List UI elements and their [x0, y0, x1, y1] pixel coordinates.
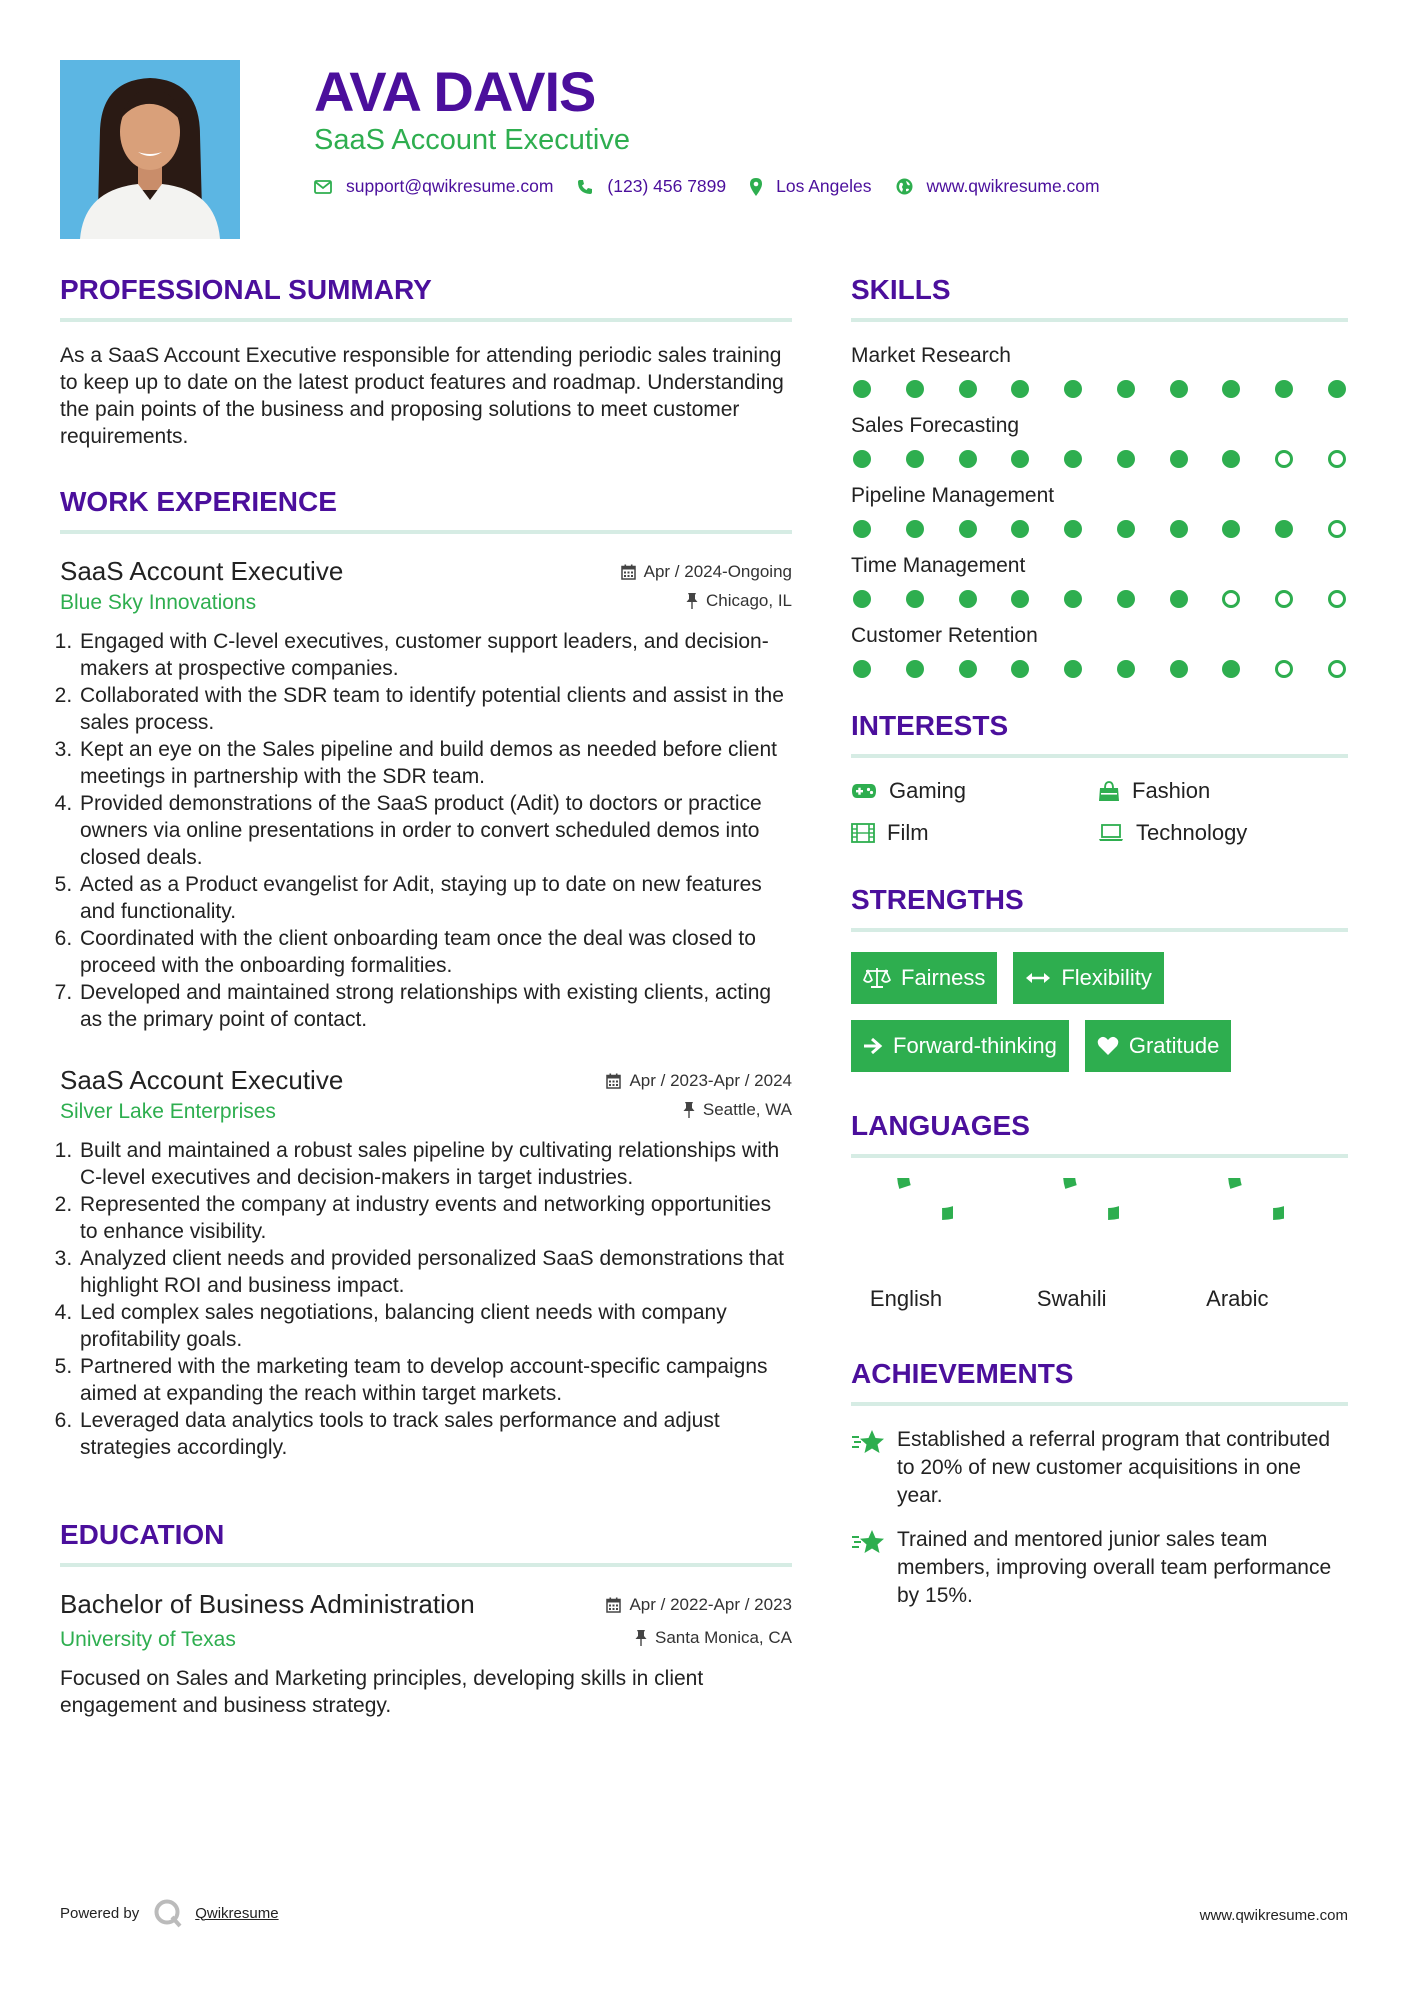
education-section	[60, 1517, 792, 1719]
skills-list	[851, 342, 1348, 678]
rating-dot-filled	[959, 660, 977, 678]
strength-label: Forward-thinking	[893, 1033, 1057, 1058]
rating-dot-filled	[853, 590, 871, 608]
duty-list	[60, 628, 792, 1033]
right-column	[851, 272, 1348, 1626]
rating-dot-filled	[959, 450, 977, 468]
rating-dot-filled	[959, 520, 977, 538]
duty-item: 3. Analyzed client needs and provided personalized SaaS demonstrations that highlight ROI and business impact.	[78, 1245, 792, 1299]
job-entry	[60, 1063, 792, 1461]
duty-item: 4. Led complex sales negotiations, balancing client needs with company profitability goals.	[78, 1299, 792, 1353]
star-icon	[851, 1528, 885, 1556]
languages-list	[851, 1178, 1348, 1312]
location-text: Los Angeles	[776, 176, 872, 196]
rating-dot-filled	[1170, 380, 1188, 398]
education-location	[635, 1628, 792, 1648]
rating-dot-empty	[1222, 590, 1240, 608]
rating-dot-empty	[1328, 450, 1346, 468]
rating-dot-filled	[1275, 380, 1293, 398]
summary-section	[60, 272, 792, 450]
skill-item	[851, 412, 1348, 468]
education-location-text: Santa Monica, CA	[654, 1628, 792, 1647]
balance-scale-icon	[863, 967, 891, 989]
skill-item	[851, 342, 1348, 398]
candidate-title: SaaS Account Executive	[314, 124, 630, 156]
languages-heading: LANGUAGES	[851, 1108, 1348, 1158]
rating-dot-filled	[1170, 520, 1188, 538]
rating-dot-empty	[1328, 520, 1346, 538]
heart-icon	[1097, 1036, 1119, 1056]
rating-dot-filled	[906, 380, 924, 398]
contact-location	[750, 176, 871, 197]
rating-dot-filled	[853, 450, 871, 468]
skill-rating	[851, 380, 1348, 398]
left-column	[60, 272, 792, 1719]
contact-bar	[314, 176, 1100, 197]
envelope-icon	[314, 180, 332, 194]
star-icon	[851, 1428, 885, 1456]
contact-phone[interactable]	[577, 176, 726, 197]
achievement-item	[851, 1426, 1348, 1510]
duty-item: 6. Leveraged data analytics tools to track sales performance and adjust strategies accordingly.	[78, 1407, 792, 1461]
rating-dot-filled	[1117, 590, 1135, 608]
languages-section	[851, 1108, 1348, 1312]
duty-item: 5. Acted as a Product evangelist for Adit, staying up to date on new features and functionality.	[78, 871, 792, 925]
calendar-icon	[621, 564, 636, 580]
skill-name: Customer Retention	[851, 624, 1038, 647]
rating-dot-filled	[1064, 380, 1082, 398]
interests-section	[851, 708, 1348, 846]
summary-text: As a SaaS Account Executive responsible for attending periodic sales training to keep up to date on the latest product features and roadmap. Understanding the pain points of the business and proposing solutions to meet customer requirements.	[60, 344, 784, 448]
rating-dot-filled	[1222, 450, 1240, 468]
pushpin-icon	[686, 593, 698, 609]
footer-website[interactable]: www.qwikresume.com	[1199, 1907, 1348, 1924]
strength-badge-forward-thinking	[851, 1020, 1069, 1072]
skill-item	[851, 482, 1348, 538]
company-name: Blue Sky Innovations	[60, 591, 257, 614]
rating-dot-empty	[1328, 660, 1346, 678]
duty-item: 1. Built and maintained a robust sales pipeline by cultivating relationships with C-level executives and decision-makers in target industries.	[78, 1137, 792, 1191]
school-name: University of Texas	[60, 1628, 236, 1651]
interest-label: Technology	[1136, 820, 1248, 845]
job-title: SaaS Account Executive	[60, 1065, 344, 1095]
achievement-text: Established a referral program that contributed to 20% of new customer acquisitions in one year.	[897, 1428, 1331, 1507]
experience-section	[60, 484, 792, 1461]
language-name: Swahili	[1036, 1286, 1107, 1311]
company-name: Silver Lake Enterprises	[60, 1100, 276, 1123]
education-description: Focused on Sales and Marketing principles, developing skills in client engagement and business strategy.	[60, 1667, 704, 1717]
arrows-horizontal-icon	[1025, 971, 1051, 985]
rating-dot-filled	[906, 520, 924, 538]
rating-dot-filled	[853, 660, 871, 678]
language-proficiency-ring	[857, 1178, 953, 1274]
language-arc	[903, 1178, 953, 1214]
rating-dot-filled	[1117, 660, 1135, 678]
rating-dot-filled	[853, 520, 871, 538]
skill-rating	[851, 590, 1348, 608]
skill-rating	[851, 450, 1348, 468]
globe-icon	[896, 178, 913, 195]
rating-dot-filled	[1011, 380, 1029, 398]
achievements-heading: ACHIEVEMENTS	[851, 1356, 1348, 1406]
rating-dot-empty	[1275, 590, 1293, 608]
rating-dot-filled	[1275, 520, 1293, 538]
duty-item: 5. Partnered with the marketing team to develop account-specific campaigns aimed at expanding the reach within target markets.	[78, 1353, 792, 1407]
rating-dot-filled	[1170, 590, 1188, 608]
rating-dot-filled	[1222, 660, 1240, 678]
footer-powered-by	[60, 1898, 279, 1928]
job-location	[683, 1100, 792, 1120]
duty-list	[60, 1137, 792, 1461]
education-dates-text: Apr / 2022-Apr / 2023	[629, 1595, 792, 1614]
skill-rating	[851, 660, 1348, 678]
job-dates-text: Apr / 2023-Apr / 2024	[629, 1071, 792, 1090]
interest-gaming	[851, 778, 1098, 804]
interest-label: Film	[887, 820, 929, 845]
rating-dot-filled	[1011, 520, 1029, 538]
education-dates	[606, 1595, 792, 1615]
skill-name: Pipeline Management	[851, 484, 1055, 507]
skills-heading: SKILLS	[851, 272, 1348, 322]
language-item	[1182, 1178, 1348, 1312]
rating-dot-filled	[906, 450, 924, 468]
duty-item: 1. Engaged with C-level executives, customer support leaders, and decision-makers at prospective companies.	[78, 628, 792, 682]
film-icon	[851, 823, 875, 843]
rating-dot-filled	[906, 660, 924, 678]
language-proficiency-ring	[1023, 1178, 1119, 1274]
language-name: English	[869, 1286, 943, 1311]
rating-dot-filled	[1064, 660, 1082, 678]
rating-dot-filled	[1170, 660, 1188, 678]
interests-heading: INTERESTS	[851, 708, 1348, 758]
candidate-name: AVA DAVIS	[314, 60, 596, 123]
contact-email[interactable]	[314, 176, 553, 197]
rating-dot-filled	[1064, 450, 1082, 468]
email-text: support@qwikresume.com	[346, 176, 554, 196]
duty-item: 4. Provided demonstrations of the SaaS product (Adit) to doctors or practice owners via online presentations in order to convert scheduled demos into closed deals.	[78, 790, 792, 871]
job-location-text: Chicago, IL	[706, 591, 792, 610]
experience-heading: WORK EXPERIENCE	[60, 484, 792, 534]
rating-dot-filled	[959, 590, 977, 608]
job-dates-text: Apr / 2024-Ongoing	[643, 562, 792, 581]
language-proficiency-ring	[1188, 1178, 1284, 1274]
language-item	[1017, 1178, 1183, 1312]
skill-name: Sales Forecasting	[851, 414, 1020, 437]
achievements-section	[851, 1356, 1348, 1610]
strength-label: Flexibility	[1061, 965, 1152, 990]
powered-by-label: Powered by	[60, 1904, 140, 1922]
interest-fashion	[1098, 778, 1345, 804]
strength-badge-flexibility	[1013, 952, 1163, 1004]
skill-rating	[851, 520, 1348, 538]
duty-item: 6. Coordinated with the client onboarding team once the deal was closed to proceed with the onboarding formalities.	[78, 925, 792, 979]
skill-item	[851, 622, 1348, 678]
summary-heading: PROFESSIONAL SUMMARY	[60, 272, 792, 322]
laptop-icon	[1098, 824, 1124, 842]
interest-technology	[1098, 820, 1345, 846]
profile-photo	[60, 60, 240, 239]
strength-label: Gratitude	[1128, 1033, 1220, 1058]
rating-dot-filled	[1222, 520, 1240, 538]
education-heading: EDUCATION	[60, 1517, 792, 1567]
skill-name: Market Research	[851, 344, 1011, 367]
strength-badge-fairness	[851, 952, 997, 1004]
phone-icon	[577, 179, 593, 195]
rating-dot-filled	[1328, 380, 1346, 398]
skill-name: Time Management	[851, 554, 1026, 577]
rating-dot-filled	[853, 380, 871, 398]
arrow-right-icon	[863, 1037, 883, 1055]
rating-dot-filled	[906, 590, 924, 608]
strengths-section	[851, 882, 1348, 1072]
pushpin-icon	[683, 1102, 695, 1118]
website-text: www.qwikresume.com	[926, 176, 1100, 196]
job-entry	[60, 554, 792, 1033]
language-item	[851, 1178, 1017, 1312]
rating-dot-filled	[1011, 450, 1029, 468]
rating-dot-filled	[1011, 590, 1029, 608]
rating-dot-filled	[959, 380, 977, 398]
interest-film	[851, 820, 1098, 846]
skills-section	[851, 272, 1348, 678]
interest-label: Gaming	[889, 778, 967, 803]
strength-badge-gratitude	[1085, 1020, 1232, 1072]
pushpin-icon	[635, 1630, 647, 1646]
rating-dot-filled	[1222, 380, 1240, 398]
phone-text: (123) 456 7899	[607, 176, 727, 196]
rating-dot-filled	[1170, 450, 1188, 468]
language-name: Arabic	[1206, 1286, 1269, 1311]
job-location-text: Seattle, WA	[702, 1100, 792, 1119]
qwikresume-link[interactable]: Qwikresume	[195, 1904, 279, 1922]
degree-title: Bachelor of Business Administration	[60, 1589, 475, 1619]
language-arc	[1069, 1178, 1119, 1214]
skill-item	[851, 552, 1348, 608]
calendar-icon	[606, 1597, 621, 1613]
rating-dot-filled	[1117, 520, 1135, 538]
rating-dot-filled	[1064, 520, 1082, 538]
achievement-item	[851, 1526, 1348, 1610]
rating-dot-empty	[1328, 590, 1346, 608]
rating-dot-filled	[1064, 590, 1082, 608]
strength-label: Fairness	[901, 965, 986, 990]
rating-dot-filled	[1117, 450, 1135, 468]
job-title: SaaS Account Executive	[60, 556, 344, 586]
language-arc	[1234, 1178, 1284, 1214]
calendar-icon	[606, 1073, 621, 1089]
duty-item: 2. Collaborated with the SDR team to identify potential clients and assist in the sales process.	[78, 682, 792, 736]
gamepad-icon	[851, 783, 877, 799]
qwikresume-logo-icon	[153, 1898, 183, 1928]
contact-website[interactable]	[896, 176, 1100, 197]
achievement-text: Trained and mentored junior sales team members, improving overall team performance by 15%.	[897, 1528, 1332, 1607]
strengths-heading: STRENGTHS	[851, 882, 1348, 932]
map-marker-icon	[750, 178, 762, 196]
job-dates	[621, 562, 792, 582]
interest-label: Fashion	[1132, 778, 1211, 803]
rating-dot-filled	[1117, 380, 1135, 398]
duty-item: 7. Developed and maintained strong relationships with existing clients, acting as the primary point of contact.	[78, 979, 792, 1033]
duty-item: 2. Represented the company at industry events and networking opportunities to enhance visibility.	[78, 1191, 792, 1245]
job-location	[686, 591, 792, 611]
duty-item: 3. Kept an eye on the Sales pipeline and build demos as needed before client meetings in partnership with the SDR team.	[78, 736, 792, 790]
rating-dot-empty	[1275, 450, 1293, 468]
rating-dot-filled	[1011, 660, 1029, 678]
rating-dot-empty	[1275, 660, 1293, 678]
job-dates	[606, 1071, 792, 1091]
shopping-bag-icon	[1098, 780, 1120, 802]
